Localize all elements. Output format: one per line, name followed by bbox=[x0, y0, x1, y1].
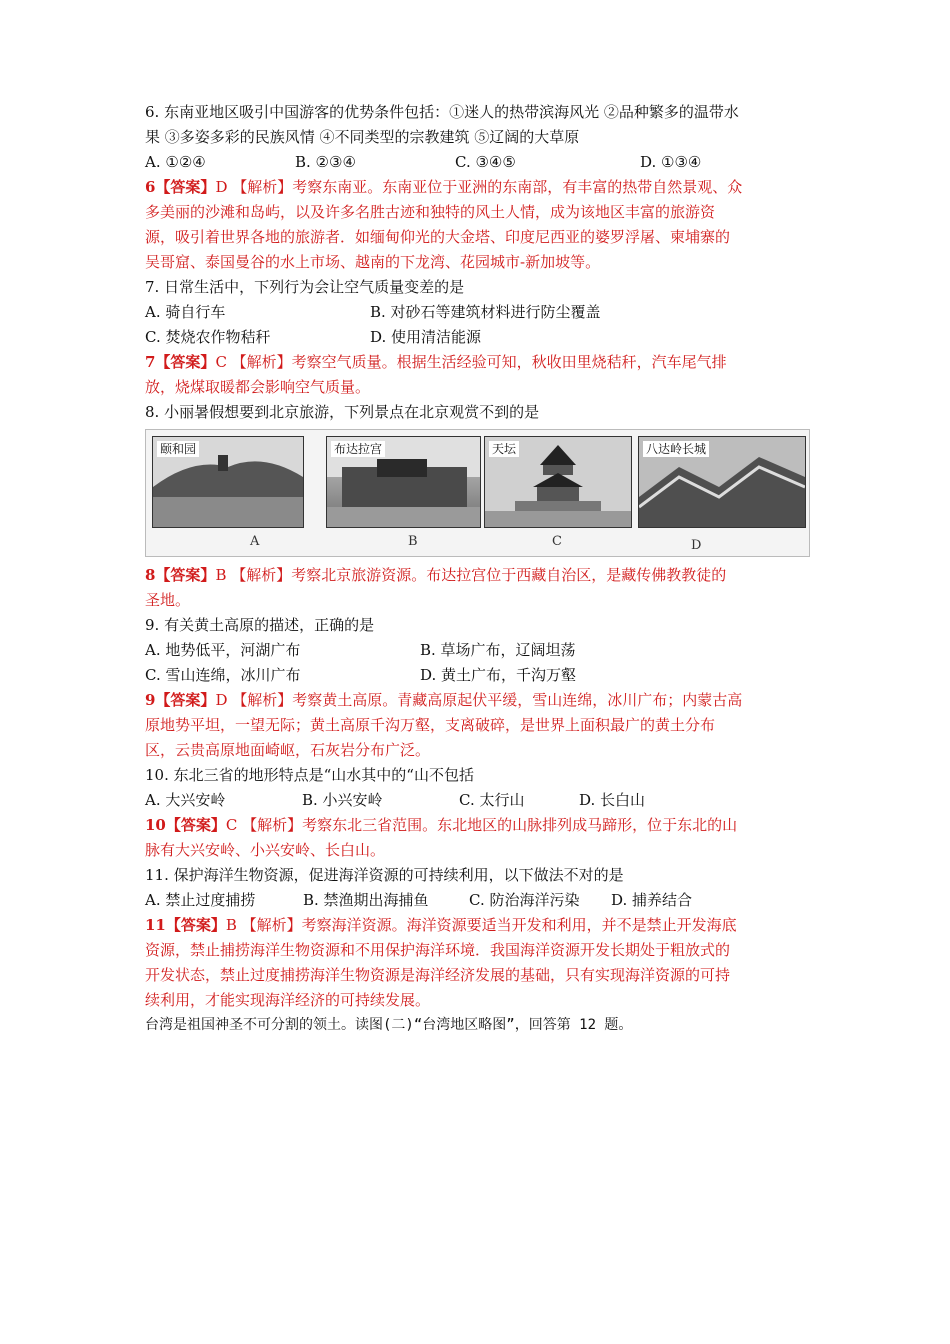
q10-option-a: A. 大兴安岭 bbox=[145, 791, 226, 809]
q8-stem: 8. 小丽暑假想要到北京旅游，下列景点在北京观赏不到的是 bbox=[145, 403, 540, 421]
q6-options bbox=[145, 150, 810, 175]
q6-answer-label: 6【答案】 bbox=[145, 178, 216, 196]
q7-stem: 7. 日常生活中，下列行为会让空气质量变差的是 bbox=[145, 278, 465, 296]
q8-photo-d bbox=[638, 436, 806, 528]
q11-option-d: D. 捕养结合 bbox=[611, 891, 693, 909]
q7-option-d: D. 使用清洁能源 bbox=[370, 328, 482, 346]
q11-answer-text1: B 【解析】考察海洋资源。海洋资源要适当开发和利用，并不是禁止开发海底 bbox=[225, 916, 737, 934]
q11-answer-line2: 资源，禁止捕捞海洋生物资源和不用保护海洋环境．我国海洋资源开发长期处于粗放式的 bbox=[145, 941, 731, 959]
q8-caption-b: 布达拉宫 bbox=[331, 441, 385, 457]
q9-options-row1 bbox=[145, 638, 810, 663]
q10-answer-line1 bbox=[145, 813, 810, 838]
q9-stem: 9. 有关黄土高原的描述，正确的是 bbox=[145, 616, 375, 634]
q8-photo-a bbox=[152, 436, 304, 528]
q8-answer-label: 8【答案】 bbox=[145, 566, 216, 584]
q7-option-a: A. 骑自行车 bbox=[145, 303, 226, 321]
q9-options-row2 bbox=[145, 663, 810, 688]
q11-stem: 11. 保护海洋生物资源，促进海洋资源的可持续利用，以下做法不对的是 bbox=[145, 866, 624, 884]
q6-answer-line4: 吴哥窟、泰国曼谷的水上市场、越南的下龙湾、花园城市-新加坡等。 bbox=[145, 253, 601, 271]
q11-options bbox=[145, 888, 810, 913]
q7-answer-label: 7【答案】 bbox=[145, 353, 216, 371]
q8-caption-d: 八达岭长城 bbox=[643, 441, 709, 457]
q9-option-c: C. 雪山连绵，冰川广布 bbox=[145, 666, 301, 684]
q8-caption-c: 天坛 bbox=[489, 441, 519, 457]
q7-answer-line1 bbox=[145, 350, 810, 375]
q9-answer-line2: 原地势平坦，一望无际；黄土高原千沟万壑，支离破碎，是世界上面积最广的黄土分布 bbox=[145, 716, 716, 734]
q7-options-row1 bbox=[145, 300, 810, 325]
q6-stem-line1: 6. 东南亚地区吸引中国游客的优势条件包括：①迷人的热带滨海风光 ②品种繁多的温带水 bbox=[145, 103, 739, 121]
q7-options-row2 bbox=[145, 325, 810, 350]
q11-option-a: A. 禁止过度捕捞 bbox=[145, 891, 256, 909]
q7-option-b: B. 对砂石等建筑材料进行防尘覆盖 bbox=[370, 303, 601, 321]
q11-answer-line4: 续利用，才能实现海洋经济的可持续发展。 bbox=[145, 991, 431, 1009]
q8-answer-line2: 圣地。 bbox=[145, 591, 191, 609]
q7-answer-text1: C 【解析】考察空气质量。根据生活经验可知，秋收田里烧秸秆，汽车尾气排 bbox=[215, 353, 727, 371]
q9-option-d: D. 黄土广布，千沟万壑 bbox=[420, 666, 577, 684]
q9-answer-text1: D 【解析】考察黄土高原。青藏高原起伏平缓，雪山连绵，冰川广布；内蒙古高 bbox=[215, 691, 743, 709]
q6-option-d: D. ①③④ bbox=[640, 153, 702, 171]
q9-answer-line1 bbox=[145, 688, 810, 713]
q6-answer-text1: D 【解析】考察东南亚。东南亚位于亚洲的东南部，有丰富的热带自然景观、众 bbox=[215, 178, 743, 196]
q8-letter-a: A bbox=[250, 534, 260, 549]
q8-caption-a: 颐和园 bbox=[157, 441, 199, 457]
q6-option-c: C. ③④⑤ bbox=[455, 153, 516, 171]
q11-answer-line1 bbox=[145, 913, 810, 938]
q7-answer-line2: 放，烧煤取暖都会影响空气质量。 bbox=[145, 378, 371, 396]
document-page bbox=[145, 100, 810, 1038]
q8-letter-b: B bbox=[408, 534, 418, 549]
q8-photo-strip bbox=[145, 429, 810, 557]
q11-option-c: C. 防治海洋污染 bbox=[469, 891, 580, 909]
q8-answer-line1 bbox=[145, 563, 810, 588]
q8-photo-b bbox=[326, 436, 481, 528]
q8-letter-c: C bbox=[552, 534, 562, 549]
q6-stem-line2: 果 ③多姿多彩的民族风情 ④不同类型的宗教建筑 ⑤辽阔的大草原 bbox=[145, 128, 580, 146]
q10-option-b: B. 小兴安岭 bbox=[302, 791, 383, 809]
q10-options bbox=[145, 788, 810, 813]
q6-option-b: B. ②③④ bbox=[295, 153, 356, 171]
q11-option-b: B. 禁渔期出海捕鱼 bbox=[303, 891, 429, 909]
q11-answer-line3: 开发状态，禁止过度捕捞海洋生物资源是海洋经济发展的基础，只有实现海洋资源的可持 bbox=[145, 966, 731, 984]
q6-answer-line3: 源，吸引着世界各地的旅游者．如缅甸仰光的大金塔、印度尼西亚的婆罗浮屠、柬埔寨的 bbox=[145, 228, 731, 246]
q11-answer-label: 11【答案】 bbox=[145, 916, 226, 934]
q9-answer-label: 9【答案】 bbox=[145, 691, 216, 709]
q9-option-a: A. 地势低平，河湖广布 bbox=[145, 641, 301, 659]
q8-answer-text1: B 【解析】考察北京旅游资源。布达拉宫位于西藏自治区，是藏传佛教教徒的 bbox=[215, 566, 727, 584]
q10-answer-line2: 脉有大兴安岭、小兴安岭、长白山。 bbox=[145, 841, 386, 859]
q8-letter-d: D bbox=[691, 538, 702, 553]
q6-answer-line2: 多美丽的沙滩和岛屿，以及许多名胜古迹和独特的风土人情，成为该地区丰富的旅游资 bbox=[145, 203, 716, 221]
q6-option-a: A. ①②④ bbox=[145, 153, 206, 171]
q9-answer-line3: 区，云贵高原地面崎岖，石灰岩分布广泛。 bbox=[145, 741, 431, 759]
q10-answer-label: 10【答案】 bbox=[145, 816, 226, 834]
q8-photo-c bbox=[484, 436, 632, 528]
q12-intro: 台湾是祖国神圣不可分割的领土。读图(二)“台湾地区略图”，回答第 12 题。 bbox=[145, 1017, 633, 1033]
q6-answer-line1 bbox=[145, 175, 810, 200]
q10-answer-text1: C 【解析】考察东北三省范围。东北地区的山脉排列成马蹄形，位于东北的山 bbox=[225, 816, 738, 834]
q10-option-d: D. 长白山 bbox=[579, 791, 646, 809]
q10-stem: 10. 东北三省的地形特点是“山水其中的“山不包括 bbox=[145, 766, 474, 784]
q9-option-b: B. 草场广布，辽阔坦荡 bbox=[420, 641, 576, 659]
q7-option-c: C. 焚烧农作物秸秆 bbox=[145, 328, 271, 346]
q10-option-c: C. 太行山 bbox=[459, 791, 525, 809]
